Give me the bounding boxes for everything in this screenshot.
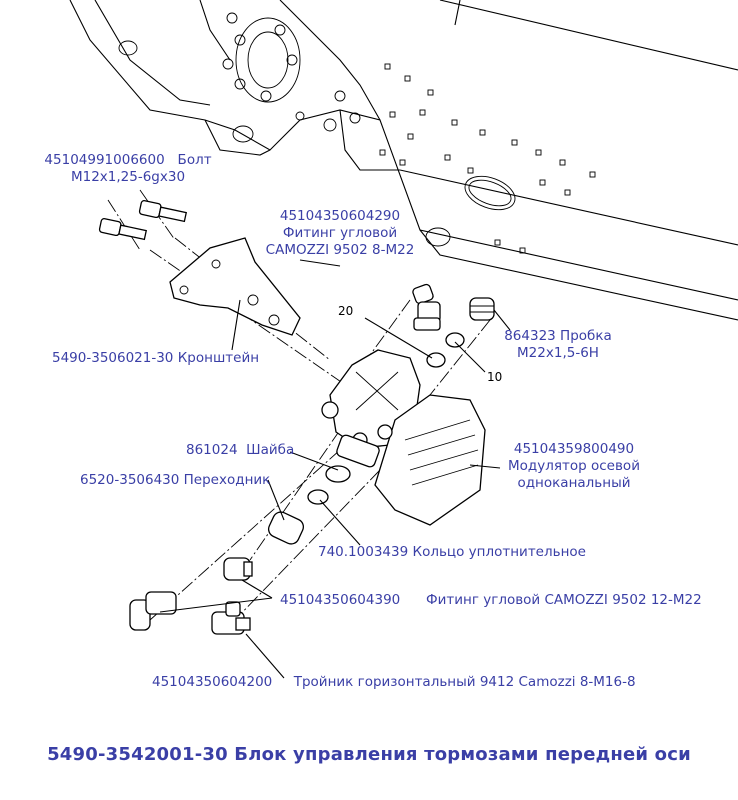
label-ring: 740.1003439 Кольцо уплотнительное bbox=[318, 544, 586, 560]
label-modulator: 45104359800490 Модулятор осевой одноканальный bbox=[508, 441, 640, 491]
tee-part bbox=[212, 602, 250, 634]
label-plug: 864323 Пробка M22x1,5-6H bbox=[504, 328, 612, 361]
label-fitting-8: 45104350604290 Фитинг угловой CAMOZZI 9502 8-M22 bbox=[265, 208, 415, 258]
label-adapter: 6520-3506430 Переходник bbox=[80, 472, 271, 488]
modulator-body bbox=[322, 350, 485, 525]
label-washer: 861024 Шайба bbox=[186, 442, 295, 458]
label-fitting-12: 45104350604390 Фитинг угловой CAMOZZI 9502 12-M22 bbox=[280, 592, 702, 608]
diagram-title: 5490-3542001-30 Блок управления тормозами передней оси bbox=[47, 744, 691, 765]
callout-10: 10 bbox=[487, 370, 503, 384]
fitting-8-m22-part bbox=[412, 283, 440, 330]
callout-20: 20 bbox=[338, 304, 354, 318]
adapter-part bbox=[266, 509, 306, 546]
label-tee: 45104350604200 Тройник горизонтальный 9412 Camozzi 8-M16-8 bbox=[152, 674, 636, 690]
plug-part bbox=[470, 298, 494, 320]
label-bolt: 45104991006600 Болт M12x1,25-6gx30 bbox=[44, 152, 212, 185]
label-bracket: 5490-3506021-30 Кронштейн bbox=[52, 350, 260, 366]
